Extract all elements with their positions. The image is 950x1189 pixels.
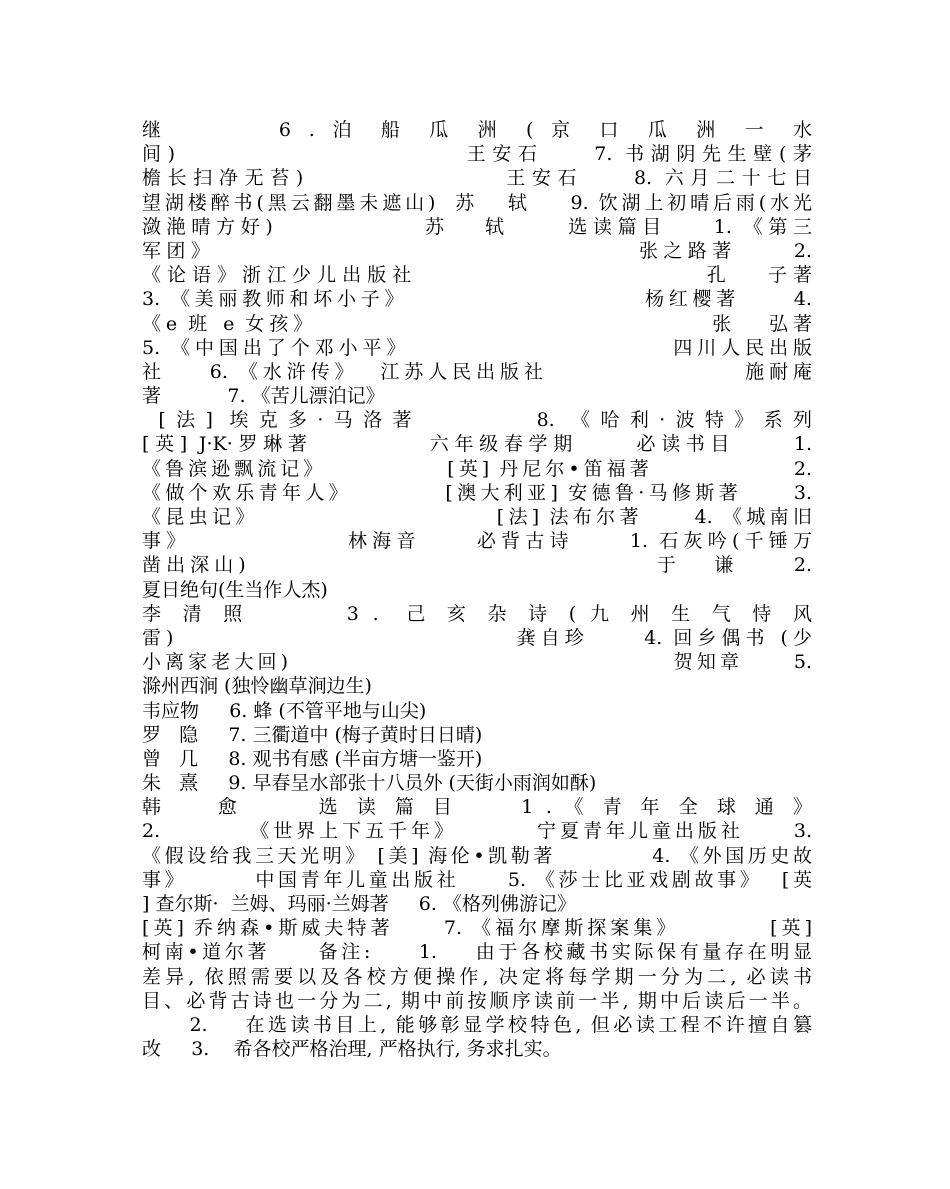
text-line: 2. 在选读书目上, 能够彰显学校特色, 但必读工程不许擅自篡 (142, 1013, 812, 1036)
text-line: 《e 班 e 女孩》 张 弘著 (142, 312, 812, 335)
text-line: [英] J·K·罗琳著 六年级春学期 必读书目 1. (142, 433, 812, 456)
text-line: 望湖楼醉书(黑云翻墨未遮山) 苏 轼 9. 饮湖上初晴后雨(水光 (142, 191, 812, 214)
text-line: 《假设给我三天光明》 [美] 海伦•凯勒著 4. 《外国历史故 (142, 844, 812, 867)
text-line: 5. 《中国出了个邓小平》 四川人民出版 (142, 336, 812, 359)
text-line: 《鲁滨逊飘流记》 [英] 丹尼尔•笛福著 2. (142, 457, 812, 480)
text-line: 韩 愈 选 读 篇 目 1 . 《 青 年 全 球 通 》 (142, 796, 812, 819)
text-line: 滁州西涧 (独怜幽草涧边生) (142, 675, 372, 698)
text-line: 3. 《美丽教师和坏小子》 杨红樱著 4. (142, 288, 812, 311)
text-line: 潋滟晴方好) 苏 轼 选读篇目 1. 《第三 (142, 215, 812, 238)
text-line: 社 6. 《水浒传》 江苏人民出版社 施耐庵 (142, 360, 812, 383)
document-body (142, 118, 812, 1061)
text-line: [法] 埃克多·马洛著 8. 《哈利·波特》系列 (142, 409, 812, 432)
text-line: 间) 王安石 7. 书湖阴先生壁(茅 (142, 143, 812, 166)
text-line: ] 查尔斯· 兰姆、玛丽·兰姆著 6. 《格列佛游记》 (142, 893, 576, 915)
text-line: 改 3. 希各校严格治理, 严格执行, 务求扎实。 (142, 1038, 562, 1061)
text-line: 军团》 张之路著 2. (142, 239, 812, 262)
text-line: 李 清 照 3 . 己 亥 杂 诗 ( 九 州 生 气 恃 风 (142, 602, 812, 625)
text-line: 《做个欢乐青年人》 [澳大利亚] 安德鲁·马修斯著 3. (142, 481, 812, 504)
text-line: 雷) 龚自珍 4. 回乡偶书 (少 (142, 626, 812, 649)
text-line: 凿出深山) 于 谦 2. (142, 554, 812, 577)
text-line: 曾 几 8. 观书有感 (半亩方塘一鉴开) (142, 747, 483, 770)
text-line: 《昆虫记》 [法] 法布尔著 4. 《城南旧 (142, 506, 812, 528)
text-line: 小离家老大回) 贺知章 5. (142, 651, 812, 674)
text-line: 罗 隐 7. 三衢道中 (梅子黄时日日晴) (142, 723, 483, 746)
text-line: [英] 乔纳森•斯威夫特著 7. 《福尔摩斯探案集》 [英] (142, 917, 812, 940)
text-line: 《论语》浙江少儿出版社 孔 子著 (142, 264, 812, 287)
text-line: 韦应物 6. 蜂 (不管平地与山尖) (142, 699, 427, 722)
text-line: 夏日绝句(生当作人杰) (142, 578, 328, 601)
text-line: 朱 熹 9. 早春呈水部张十八员外 (天街小雨润如酥) (142, 772, 597, 795)
text-line: 差异, 依照需要以及各校方便操作, 决定将每学期一分为二, 必读书 (142, 965, 812, 988)
text-line: 著 7. 《苦儿漂泊记》 (142, 385, 385, 408)
text-line: 目、必背古诗也一分为二, 期中前按顺序读前一半, 期中后读后一半。 (142, 989, 812, 1012)
text-line: 2. 《世界上下五千年》 宁夏青年儿童出版社 3. (142, 820, 812, 843)
text-line: 檐长扫净无苔) 王安石 8. 六月二十七日 (142, 167, 812, 190)
text-line: 事》 林海音 必背古诗 1. 石灰吟(千锤万 (142, 530, 812, 553)
text-line: 事》 中国青年儿童出版社 5. 《莎士比亚戏剧故事》 [英 (142, 868, 812, 891)
text-line: 继 6 . 泊 船 瓜 洲 ( 京 口 瓜 洲 一 水 (142, 119, 812, 141)
text-line: 柯南•道尔著 备注: 1. 由于各校藏书实际保有量存在明显 (142, 941, 812, 964)
